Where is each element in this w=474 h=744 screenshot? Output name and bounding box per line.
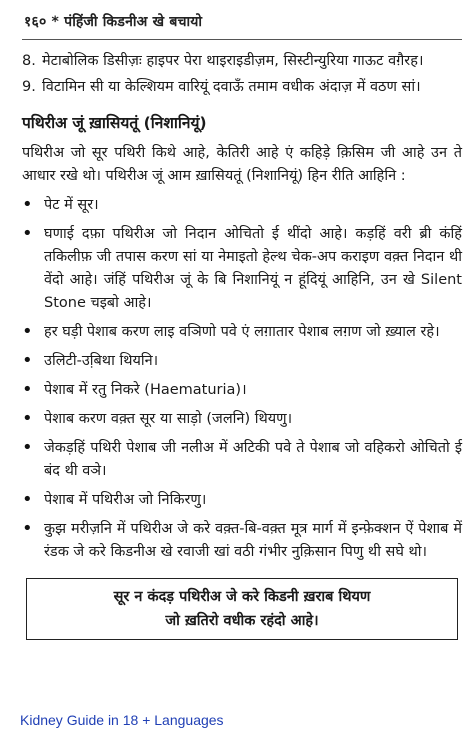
bullet-text: पेशाब में पथिरीअ जो निकिरणु। bbox=[44, 492, 207, 508]
list-item bbox=[22, 379, 462, 402]
list-item bbox=[22, 489, 462, 512]
list-item bbox=[22, 518, 462, 564]
item-text: मेटाबोलिक डिसीज़ः हाइपर पेरा थाइराइडीज़म, सिस्टीन्युरिया गाऊट वग़ैरह। bbox=[42, 53, 424, 69]
list-item bbox=[22, 50, 462, 72]
bullet-icon: • bbox=[22, 350, 33, 371]
list-item bbox=[22, 408, 462, 431]
symptom-list bbox=[22, 194, 462, 564]
footer-link[interactable]: Kidney Guide in 18 + Languages bbox=[20, 712, 224, 728]
running-head: १६० * पंहिंजी किडनीअ खे बचायो bbox=[22, 8, 462, 40]
item-text: विटामिन सी या केल्शियम वारियूं दवाऊँ तमाम वधीक अंदाज़ में वठण सां। bbox=[42, 79, 421, 95]
callout-line-1: सूर न कंदड़ पथिरीअ जे करे किडनी ख़राब थियण bbox=[113, 589, 371, 605]
numbered-list bbox=[22, 50, 462, 98]
bullet-text: हर घड़ी पेशाब करण लाइ वञिणो पवे एं लग़ातार पेशाब लग़ण जो ख़्याल रहे। bbox=[44, 324, 440, 340]
bullet-text: घणाई दफ़ा पथिरीअ जो निदान ओचितो ई थींदो आहे। कड़हिं वरी ब्री कंहिं तकिलीफ़ जी तपास करण सां या नेमाइतो हेल्थ चेक-अप कराइण वक़्त निदान थी वेंदो आहे। जंहिं पथिरीअ जूं के बि निशानियूं न हूंदियूं आहिनि, उन खे Silent Stone चइबो आहे। bbox=[44, 226, 462, 311]
bullet-icon: • bbox=[22, 408, 33, 429]
bullet-icon: • bbox=[22, 321, 33, 342]
list-item bbox=[22, 223, 462, 315]
callout-line-2: जो ख़तिरो वधीक रहंदो आहे। bbox=[165, 613, 319, 629]
item-number: 8. bbox=[22, 53, 36, 69]
item-number: 9. bbox=[22, 79, 36, 95]
bullet-icon: • bbox=[22, 223, 33, 244]
list-item bbox=[22, 350, 462, 373]
bullet-text: उलिटी-उबि़था थियनि। bbox=[44, 353, 159, 369]
bullet-text: पेशाब करण वक़्त सूर या साड़ो (जलनि) थियणु। bbox=[44, 411, 293, 427]
intro-paragraph: पथिरीअ जो सूर पथिरी किथे आहे, केतिरी आहे एं कहिड़े क़िसिम जी आहे उन ते आधार रखे थो। पथिरीअ जूं आम ख़ासियतूं (निशानियूं) हिन रीति आहिनि : bbox=[22, 145, 462, 184]
page bbox=[22, 8, 462, 640]
bullet-icon: • bbox=[22, 437, 33, 458]
bullet-icon: • bbox=[22, 379, 33, 400]
bullet-text: कुझ मरीज़नि में पथिरीअ जे करे वक़्त-बि-वक़्त मूत्र मार्ग में इन्फ़ेक्शन ऐं पेशाब में रंडक जे करे किडनीअ खे रवाजी खां वठी गंभीर नुक़िसान पिणु थी सघे थो। bbox=[44, 521, 462, 560]
list-item bbox=[22, 194, 462, 217]
list-item bbox=[22, 437, 462, 483]
bullet-icon: • bbox=[22, 489, 33, 510]
list-item bbox=[22, 76, 462, 98]
bullet-icon: • bbox=[22, 518, 33, 539]
bullet-icon: • bbox=[22, 194, 33, 215]
section-title: पथिरीअ जूं ख़ासियतूं (निशानियूं) bbox=[22, 114, 207, 132]
bullet-text: पेट में सूर। bbox=[44, 197, 99, 213]
bullet-text: पेशाब में रतु निकरे (Haematuria)। bbox=[44, 382, 247, 398]
callout-box bbox=[26, 578, 458, 640]
list-item bbox=[22, 321, 462, 344]
bullet-text: जेकड़हिं पथिरी पेशाब जी नलीअ में अटिकी पवे ते पेशाब जो वहिकरो ओचितो ई बंद थी वञे। bbox=[44, 440, 462, 479]
